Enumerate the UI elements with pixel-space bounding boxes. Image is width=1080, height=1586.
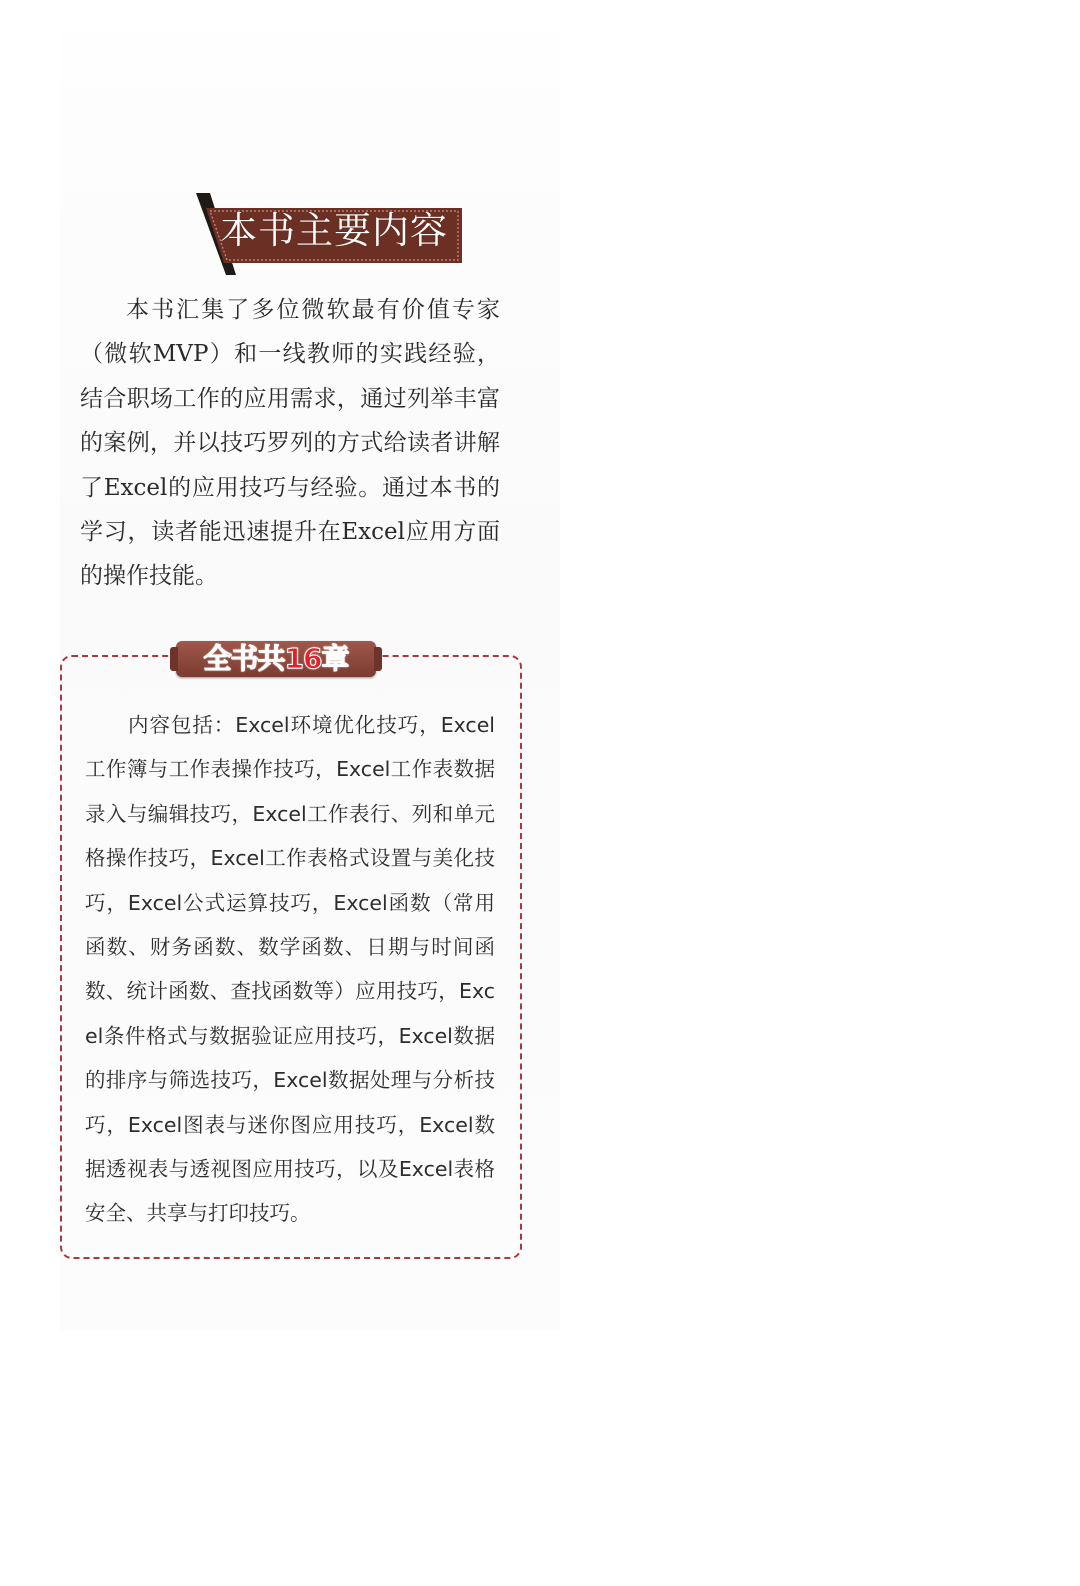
intro-paragraph: 本书汇集了多位微软最有价值专家（微软MVP）和一线教师的实践经验，结合职场工作的应用需求，通过列举丰富的案例，并以技巧罗列的方式给读者讲解了Excel的应用技巧与经验。通过本书的学习，读者能迅速提升在Excel应用方面的操作技能。	[80, 297, 500, 590]
chapters-badge-label: 全书共16章	[203, 642, 349, 675]
chapters-paragraph: 内容包括：Excel环境优化技巧，Excel工作簿与工作表操作技巧，Excel工作表数据录入与编辑技巧，Excel工作表行、列和单元格操作技巧，Excel工作表格式设置与美化技巧，Excel公式运算技巧，Excel函数（常用函数、财务函数、数学函数、日期与时间函数、统计函数、查找函数等）应用技巧，Excel条件格式与数据验证应用技巧，Excel数据的排序与筛选技巧，Excel数据处理与分析技巧，Excel图表与迷你图应用技巧，Excel数据透视表与透视图应用技巧，以及Excel表格安全、共享与打印技巧。	[85, 713, 495, 1226]
section-heading: 本书主要内容	[220, 209, 448, 252]
chapters-badge	[176, 641, 376, 677]
section-heading-banner	[196, 193, 466, 275]
